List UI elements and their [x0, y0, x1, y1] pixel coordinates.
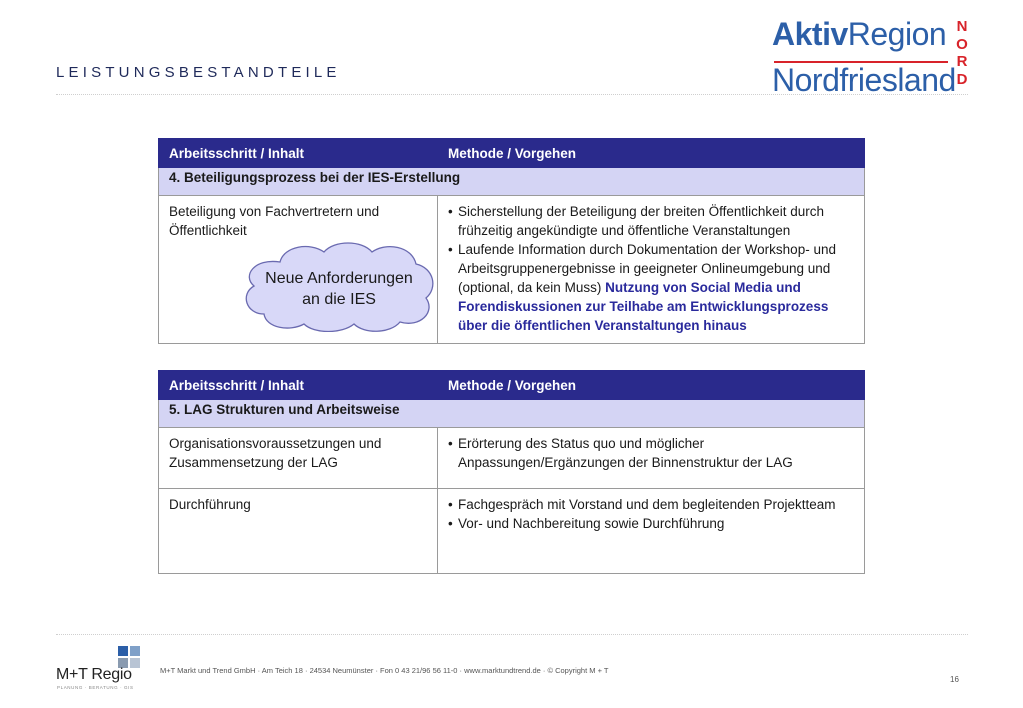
logo-word-region: Region [847, 16, 947, 52]
cloud-label [240, 268, 438, 310]
section-row [159, 400, 865, 428]
logo-letter-o: O [956, 35, 968, 53]
bullet-item: • Fachgespräch mit Vorstand und dem begleitenden Projektteam [448, 495, 854, 514]
bullet-item: • Erörterung des Status quo und möglicher Anpassungen/Ergänzungen der Binnenstruktur der LAG [448, 434, 854, 472]
page-number: 16 [950, 675, 959, 684]
logo-letter-n: N [956, 18, 968, 35]
mt-regio-logo [56, 646, 146, 692]
step-cell: Beteiligung von Fachvertretern und Öffentlichkeit [159, 196, 438, 344]
footer-address: M+T Markt und Trend GmbH · Am Teich 18 · 24534 Neumünster · Fon 0 43 21/96 56 11-0 · www.marktundtrend.de · © Copyright M + T [160, 666, 609, 675]
highlighted-text: Nutzung von Social Media und Forendiskussionen zur Teilhabe am Entwicklungsprozess über die öffentlichen Veranstaltungen hinaus [458, 280, 829, 333]
method-cell [438, 196, 865, 344]
logo-square [130, 646, 140, 656]
footer-divider [56, 634, 968, 635]
table-header-row [159, 371, 865, 400]
table-row [159, 489, 865, 574]
bullet-item: • Sicherstellung der Beteiligung der breiten Öffentlichkeit durch frühzeitig angekündigte und öffentliche Veranstaltungen [448, 202, 854, 240]
bullet-text: Laufende Information durch Dokumentation der Workshop- und Arbeitsgruppenergebnisse in geeigneter Onlineumgebung und (optional, da kein Muss) [458, 242, 836, 295]
column-header-step: Arbeitsschritt / Inhalt [159, 371, 438, 400]
step-cell: Organisationsvoraussetzungen und Zusammensetzung der LAG [159, 428, 438, 489]
cloud-label-line2: an die IES [302, 291, 376, 308]
logo-letter-r: R [956, 53, 968, 70]
method-cell [438, 489, 865, 574]
mt-regio-name: M+T Regio [56, 666, 132, 683]
logo-word-aktiv: Aktiv [772, 16, 848, 52]
section-row [159, 168, 865, 196]
bullet-item: • Vor- und Nachbereitung sowie Durchführung [448, 514, 854, 533]
logo-letter-d: D [956, 70, 968, 88]
section-title: 4. Beteiligungsprozess bei der IES-Erstellung [159, 168, 865, 196]
page-title: LEISTUNGSBESTANDTEILE [56, 64, 341, 81]
logo-nord-letters [955, 18, 969, 88]
method-cell [438, 428, 865, 489]
logo-square [118, 646, 128, 656]
table-header-row [159, 139, 865, 168]
table-row [159, 428, 865, 489]
aktivregion-logo [772, 16, 972, 96]
mt-regio-tagline: PLANUNG · BERATUNG · GIS [57, 685, 134, 690]
section-title: 5. LAG Strukturen und Arbeitsweise [159, 400, 865, 428]
column-header-method: Methode / Vorgehen [438, 371, 865, 400]
step-cell: Durchführung [159, 489, 438, 574]
column-header-method: Methode / Vorgehen [438, 139, 865, 168]
bullet-item [448, 240, 854, 335]
logo-word-nordfriesland: Nordfriesland [772, 62, 956, 98]
cloud-label-line1: Neue Anforderungen [265, 270, 413, 287]
column-header-step: Arbeitsschritt / Inhalt [159, 139, 438, 168]
table-lag-structures [158, 370, 865, 574]
